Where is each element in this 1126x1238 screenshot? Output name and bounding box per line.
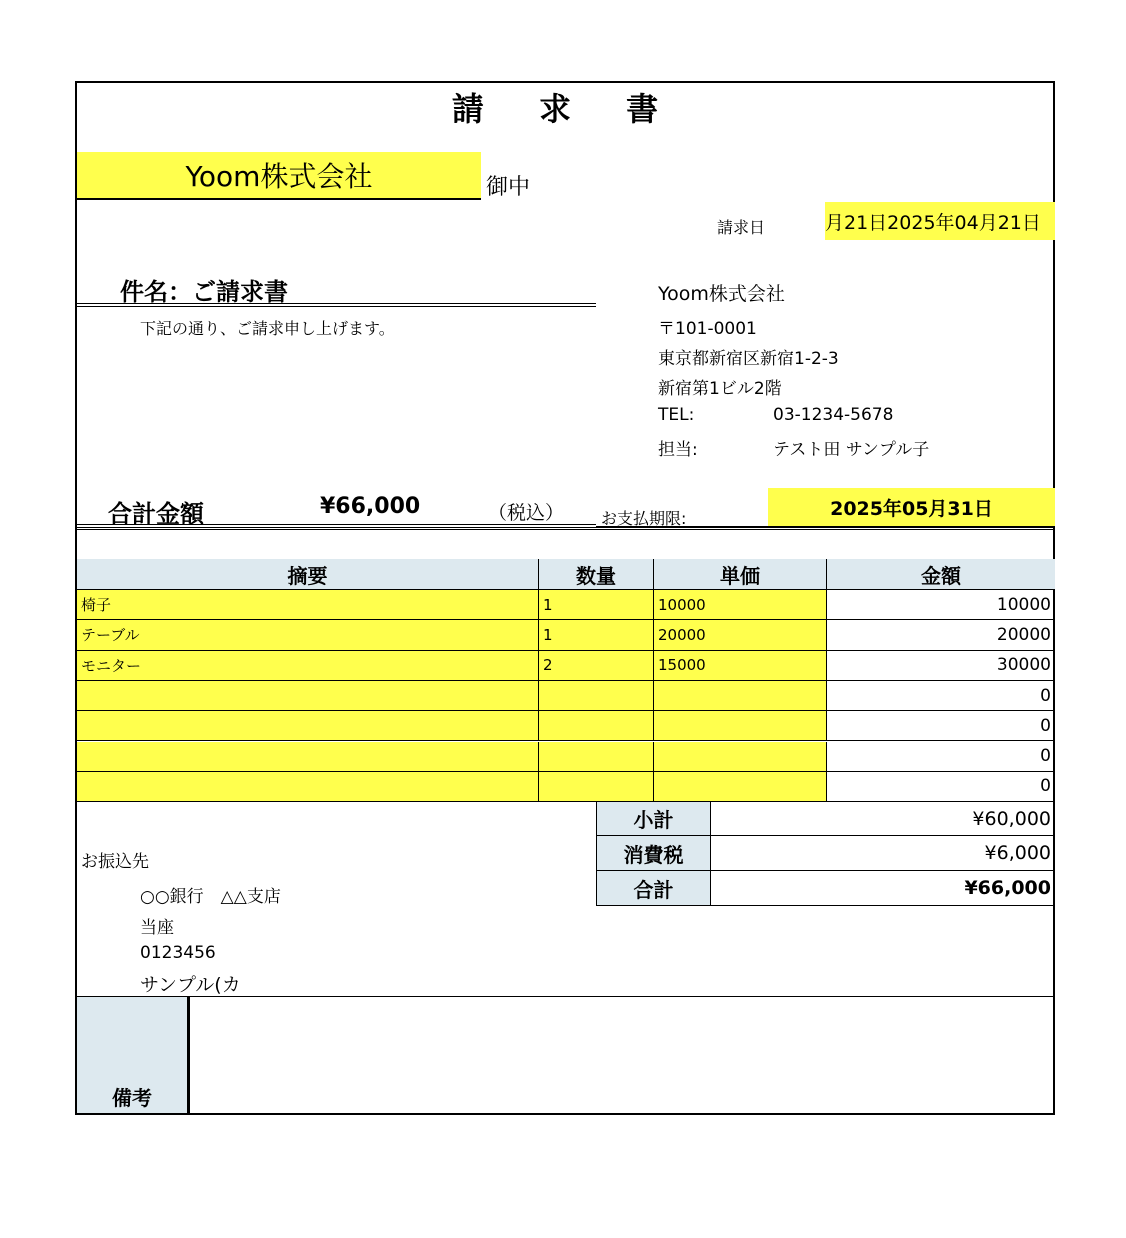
grand-total-value: ¥66,000 — [711, 871, 1055, 906]
subject-title: 件名：ご請求書 — [120, 278, 288, 306]
row-unit-price[interactable]: 15000 — [654, 651, 827, 681]
row-amount: 30000 — [827, 651, 1055, 681]
row-quantity[interactable]: 1 — [539, 620, 654, 650]
notes-field[interactable] — [192, 997, 1054, 1113]
grand-total-label: 合計 — [596, 871, 711, 906]
tax-value: ¥6,000 — [711, 836, 1055, 871]
issuer-contact: テスト田 サンプル子 — [773, 440, 930, 460]
section-divider — [77, 529, 1055, 530]
header-description: 摘要 — [77, 559, 539, 590]
client-honorific: 御中 — [486, 175, 531, 200]
bank-branch: ○○銀行 △△支店 — [140, 887, 281, 907]
notes-label: 備考 — [112, 1086, 152, 1110]
due-date-value[interactable]: 2025年05月31日 — [768, 488, 1055, 526]
issuer-tel: 03-1234-5678 — [773, 405, 894, 425]
invoice-title: 請 求 書 — [451, 90, 681, 128]
issuer-company: Yoom株式会社 — [658, 283, 785, 305]
row-unit-price[interactable] — [654, 772, 827, 802]
row-quantity[interactable] — [539, 681, 654, 711]
subject-message: 下記の通り、ご請求申し上げます。 — [140, 319, 395, 338]
row-unit-price[interactable] — [654, 681, 827, 711]
bank-account-type: 当座 — [140, 918, 174, 938]
row-description[interactable] — [77, 681, 539, 711]
due-underline — [596, 526, 1055, 528]
row-unit-price[interactable]: 20000 — [654, 620, 827, 650]
row-quantity[interactable] — [539, 742, 654, 772]
issuer-address2: 新宿第1ビル2階 — [658, 379, 782, 399]
row-quantity[interactable]: 2 — [539, 651, 654, 681]
client-name[interactable]: Yoom株式会社 — [77, 152, 481, 200]
row-amount: 10000 — [827, 590, 1055, 620]
row-description[interactable] — [77, 772, 539, 802]
line-items-table — [77, 559, 1055, 802]
tax-label: 消費税 — [596, 836, 711, 871]
tax-included-note: （税込） — [488, 502, 565, 524]
row-quantity[interactable] — [539, 711, 654, 741]
row-unit-price[interactable]: 10000 — [654, 590, 827, 620]
row-amount: 0 — [827, 711, 1055, 741]
row-quantity[interactable] — [539, 772, 654, 802]
bank-account-holder: サンプル(カ — [140, 974, 241, 996]
row-description[interactable]: テーブル — [77, 620, 539, 650]
row-quantity[interactable]: 1 — [539, 590, 654, 620]
issuer-tel-label: TEL: — [658, 405, 695, 425]
bank-label: お振込先 — [81, 852, 149, 872]
row-amount: 20000 — [827, 620, 1055, 650]
subtotal-value: ¥60,000 — [711, 802, 1055, 836]
row-unit-price[interactable] — [654, 742, 827, 772]
notes-label-cell — [77, 997, 190, 1113]
row-amount: 0 — [827, 772, 1055, 802]
total-underline — [77, 524, 596, 528]
row-amount: 0 — [827, 742, 1055, 772]
issuer-postal: 〒101-0001 — [658, 319, 757, 339]
total-amount-value: ¥66,000 — [320, 494, 421, 519]
row-unit-price[interactable] — [654, 711, 827, 741]
bank-account-number: 0123456 — [140, 943, 216, 963]
header-unit-price: 単価 — [654, 559, 827, 590]
issuer-address1: 東京都新宿区新宿1-2-3 — [658, 349, 839, 369]
subtotal-label: 小計 — [596, 802, 711, 836]
header-amount: 金額 — [827, 559, 1055, 590]
row-description[interactable] — [77, 742, 539, 772]
row-description[interactable]: モニター — [77, 651, 539, 681]
total-amount-label: 合計金額 — [108, 500, 204, 528]
due-date-label: お支払期限: — [601, 509, 687, 528]
subject-underline — [77, 303, 596, 307]
header-quantity: 数量 — [539, 559, 654, 590]
row-description[interactable]: 椅子 — [77, 590, 539, 620]
row-amount: 0 — [827, 681, 1055, 711]
issuer-contact-label: 担当: — [658, 440, 698, 460]
invoice-date-value[interactable]: 月21日2025年04月21日 — [825, 202, 1055, 240]
invoice-date-label: 請求日 — [717, 218, 766, 237]
row-description[interactable] — [77, 711, 539, 741]
summary-table — [596, 802, 1055, 906]
